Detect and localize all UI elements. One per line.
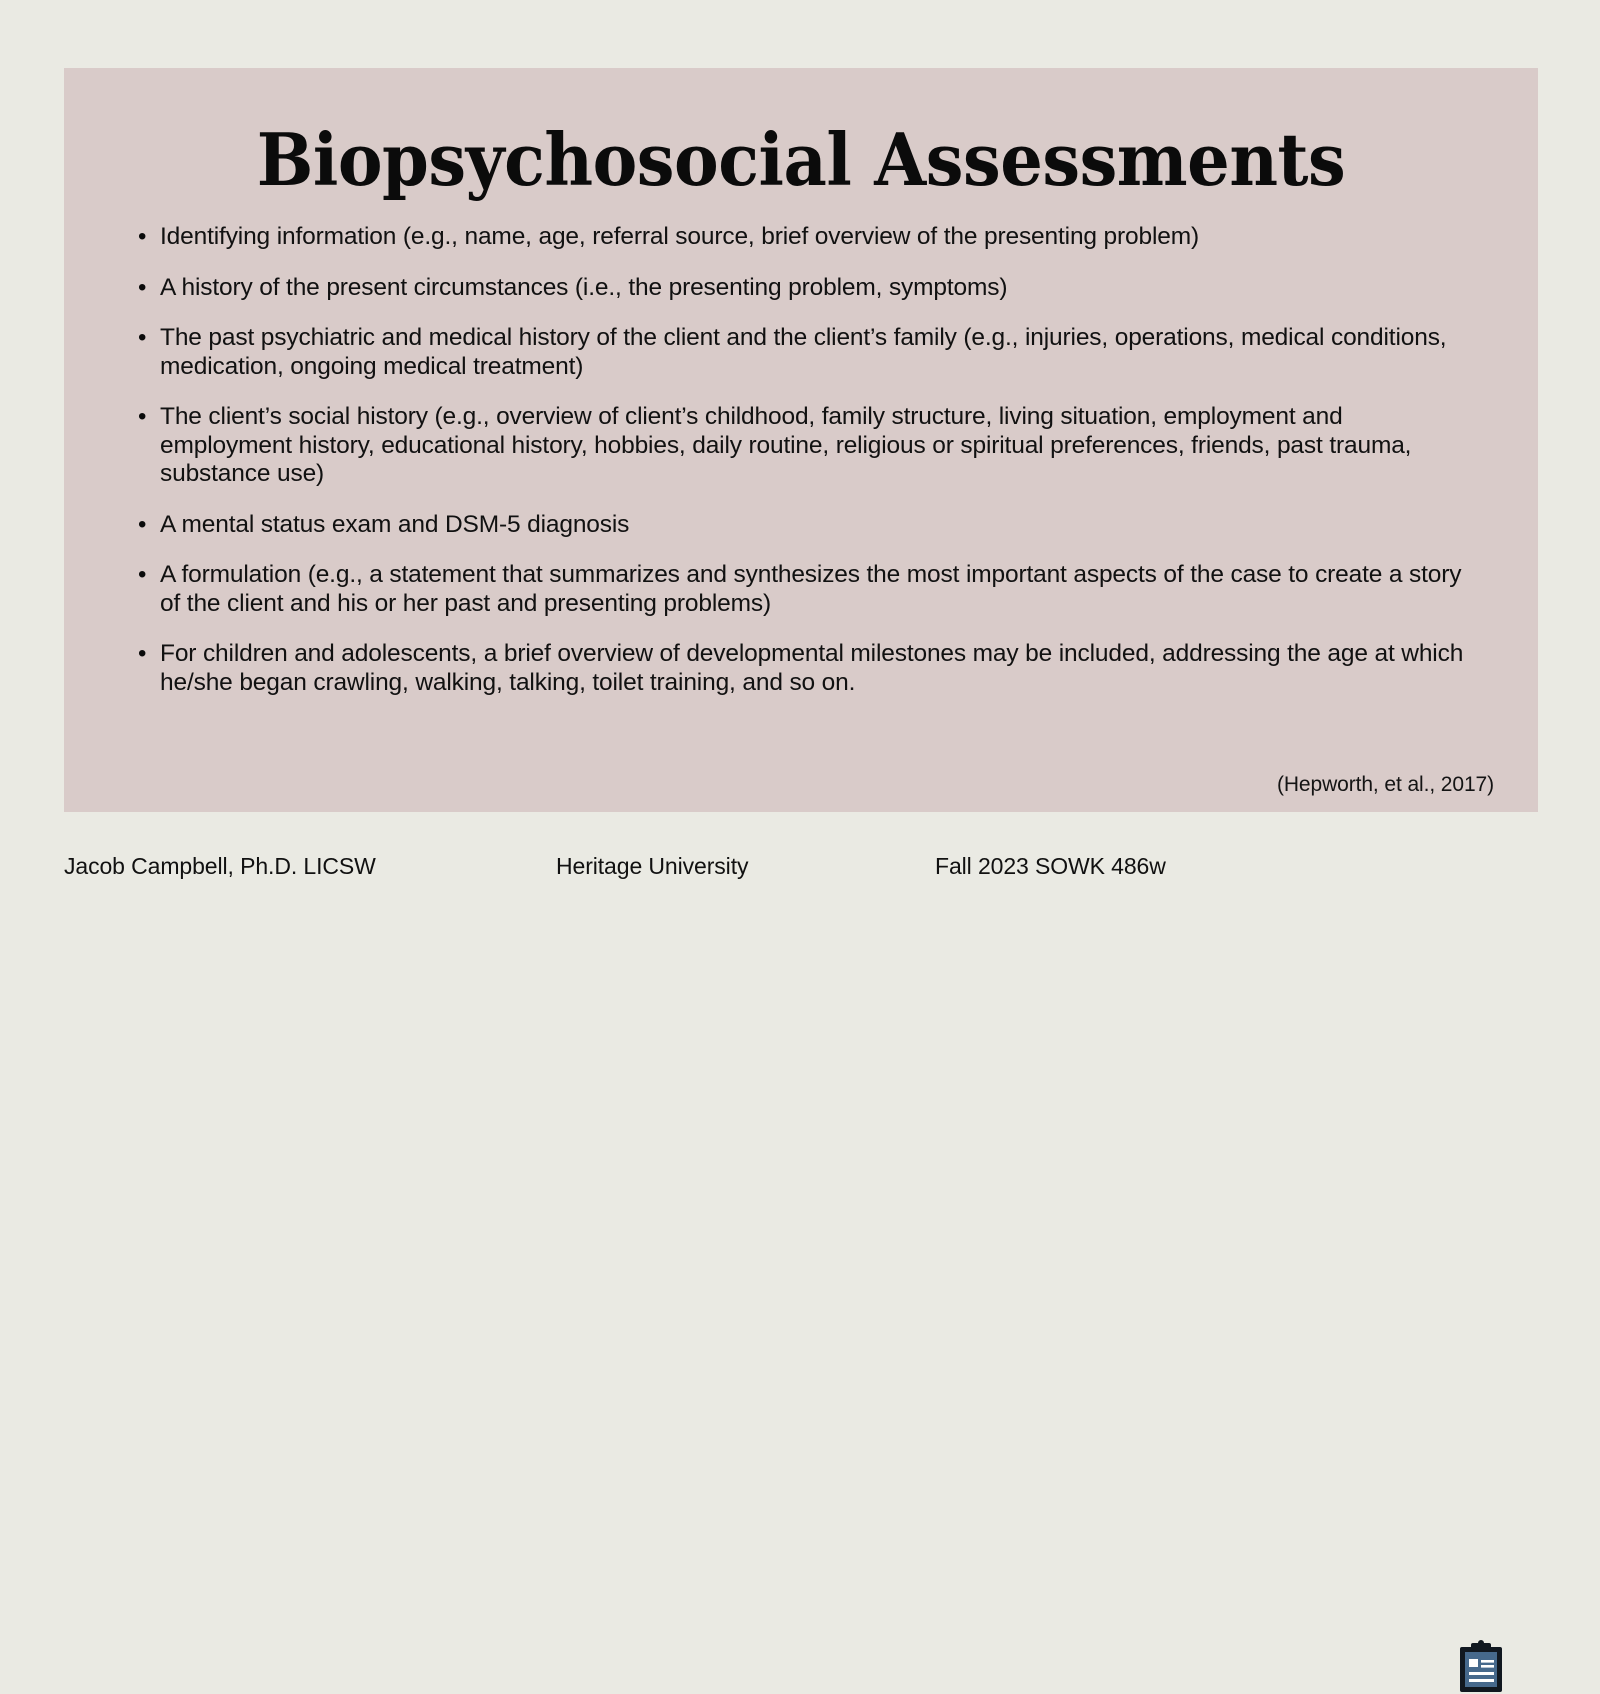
list-item xyxy=(138,511,1468,540)
bullet-list xyxy=(138,223,1468,697)
list-item xyxy=(138,561,1468,618)
footer-author: Jacob Campbell, Ph.D. LICSW xyxy=(64,853,376,879)
list-item xyxy=(138,274,1468,303)
list-item-text: For children and adolescents, a brief overview of developmental milestones may be included, addressing the age at which he/she began crawling, walking, talking, toilet training, and so on. xyxy=(160,640,1464,696)
bullet-marker-icon: • xyxy=(138,561,147,588)
list-item xyxy=(138,324,1468,381)
footer-institution: Heritage University xyxy=(556,853,749,879)
clipboard-icon xyxy=(1458,1640,1504,1694)
slide-footer xyxy=(0,812,1600,900)
bullet-marker-icon: • xyxy=(138,273,147,301)
list-item-text: A mental status exam and DSM-5 diagnosis xyxy=(160,510,630,538)
bullet-marker-icon: • xyxy=(138,324,147,351)
list-item-text: The past psychiatric and medical history of the client and the client’s family (e.g., injuries, operations, medical conditions, medication, ongoing medical treatment) xyxy=(160,324,1447,380)
list-item-text: Identifying information (e.g., name, age, referral source, brief overview of the presenting problem) xyxy=(160,223,1200,250)
list-item xyxy=(138,223,1468,252)
bullet-marker-icon: • xyxy=(138,403,147,430)
citation-text: (Hepworth, et al., 2017) xyxy=(1276,773,1494,796)
list-item-text: A history of the present circumstances (i.e., the presenting problem, symptoms) xyxy=(160,273,1008,301)
footer-course: Fall 2023 SOWK 486w xyxy=(935,853,1166,879)
list-item xyxy=(138,640,1468,697)
content-card xyxy=(64,68,1538,812)
list-item-text: A formulation (e.g., a statement that summarizes and synthesizes the most important aspects of the case to create a story of the client and his or her past and presenting problems) xyxy=(160,561,1462,617)
bullet-marker-icon: • xyxy=(138,510,147,538)
list-item xyxy=(138,403,1468,489)
bullet-marker-icon: • xyxy=(138,640,147,667)
bullet-marker-icon: • xyxy=(138,223,147,250)
list-item-text: The client’s social history (e.g., overview of client’s childhood, family structure, living situation, employment and employment history, educational history, hobbies, daily routine, religious or spiritual preferences, friends, past trauma, substance use) xyxy=(160,403,1412,487)
slide-title: Biopsychosocial Assessments xyxy=(256,117,1346,202)
